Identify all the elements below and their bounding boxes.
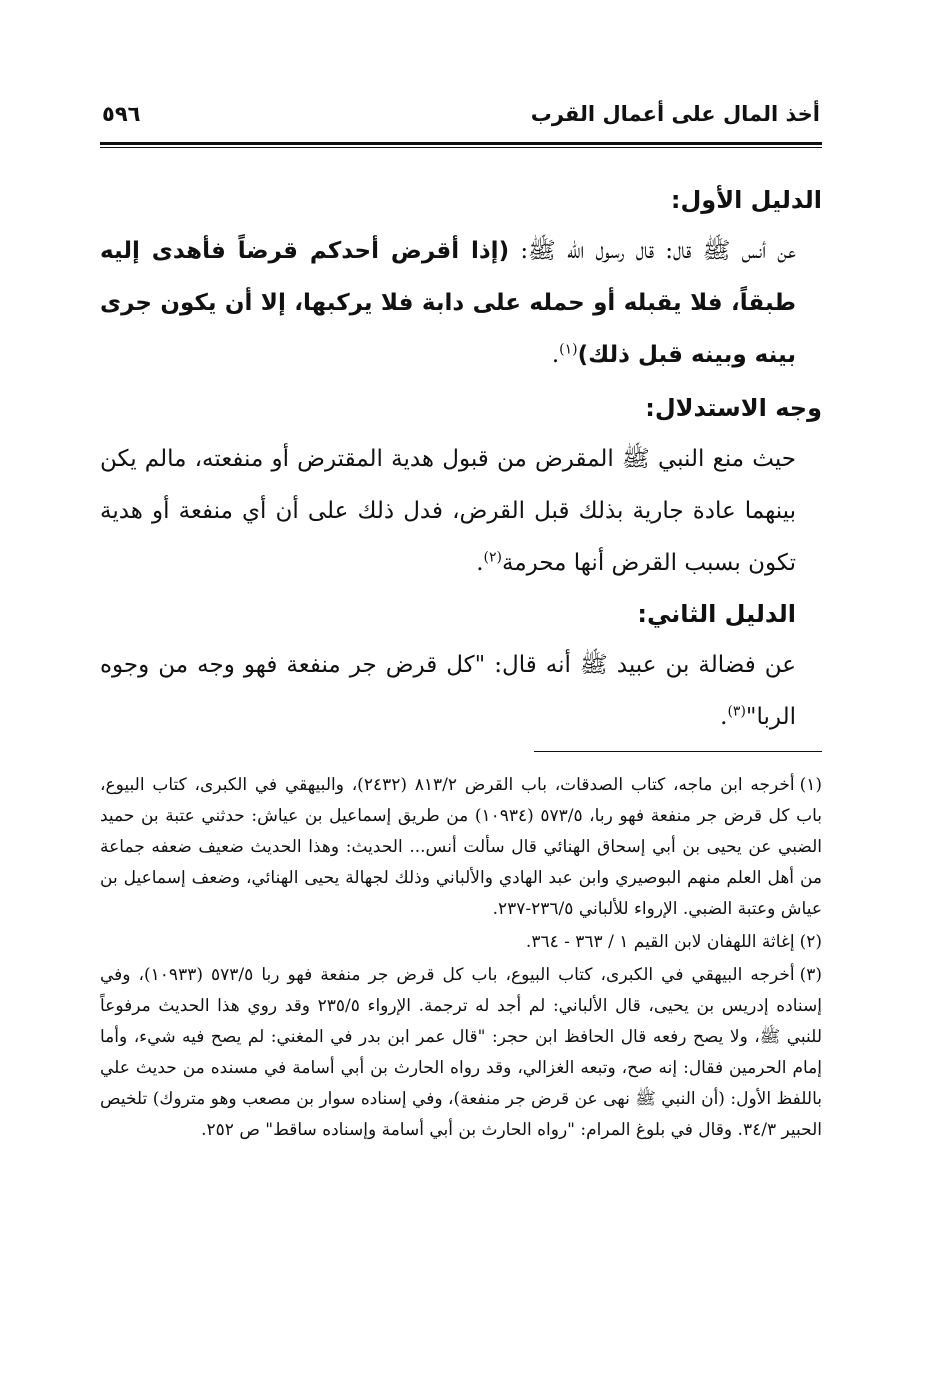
heading-first-evidence: الدليل الأول: xyxy=(670,186,822,214)
footnote-ref-2[interactable]: (٢) xyxy=(483,549,502,566)
header-rule-thin xyxy=(100,147,822,148)
footnote-ref-1[interactable]: (١) xyxy=(559,341,578,358)
footnotes xyxy=(100,770,822,1148)
footnote-separator xyxy=(534,751,822,752)
running-title: أخذ المال على أعمال القرب xyxy=(530,102,820,126)
second-evidence-paragraph: عن فضالة بن عبيد ﷺ أنه قال: "كل قرض جر منفعة فهو وجه من وجوه الربا"$^{(٣)}$. xyxy=(100,652,796,730)
footnote-1 xyxy=(100,770,822,925)
footnote-text: إغاثة اللهفان لابن القيم ١ / ٣٦٣ - ٣٦٤. xyxy=(525,932,795,952)
second-evidence-text: عن فضالة بن عبيد ﷺ أنه قال: "كل قرض جر منفعة فهو وجه من وجوه الربا" xyxy=(100,652,796,730)
footnote-number: (١) xyxy=(799,775,822,795)
footnote-3 xyxy=(100,960,822,1146)
first-evidence-hadith: (إذا أقرض أحدكم قرضاً فأهدى إليه طبقاً، فلا يقبله أو حمله على دابة فلا يركبها، إلا أن يكون جرى بينه وبينه قبل ذلك) xyxy=(100,238,796,368)
footnote-2 xyxy=(100,927,822,958)
heading-second-evidence: الدليل الثاني: xyxy=(637,600,796,628)
footnote-text: أخرجه البيهقي في الكبرى، كتاب البيوع، باب كل قرض جر منفعة فهو ربا ٥٧٣/٥ (١٠٩٣٣)، وفي إسناده إدريس بن يحيى، قال الألباني: لم أجد له ترجمة. الإرواء ٢٣٥/٥ وقد روي هذا الحديث مرفوعاً للنبي ﷺ، ولا يصح رفعه قال الحافظ ابن حجر: "قال عمر ابن بدر في المغني: لم يصح فيه شيء، وأما إمام الحرمين فقال: إنه صح، وتبعه الغزالي، وقد رواه الحارث بن أبي أسامة في مسنده من حديث علي باللفظ الأول: (أن النبي ﷺ نهى عن قرض جر منفعة)، وفي إسناده سوار بن مصعب وهو متروك) تلخيص الحبير ٣٤/٣. وقال في بلوغ المرام: "رواه الحارث بن أبي أسامة وإسناده ساقط" ص ٢٥٢. xyxy=(100,965,822,1140)
inference-paragraph: حيث منع النبي ﷺ المقرض من قبول هدية المقترض أو منفعته، مالم يكن بينهما عادة جارية بذلك قبل القرض، فدل ذلك على أن أي منفعة أو هدية تكون بسبب القرض أنها محرمة$^{(٢)}$. xyxy=(100,446,796,576)
heading-inference: وجه الاستدلال: xyxy=(645,394,822,422)
footnote-number: (٣) xyxy=(799,965,822,985)
inference-text: حيث منع النبي ﷺ المقرض من قبول هدية المقترض أو منفعته، مالم يكن بينهما عادة جارية بذلك قبل القرض، فدل ذلك على أن أي منفعة أو هدية تكون بسبب القرض أنها محرمة xyxy=(100,446,796,576)
header-rule xyxy=(100,142,822,145)
first-evidence-intro: عن أنس ﷺ قال: قال رسول الله ﷺ: xyxy=(520,238,797,264)
main-text xyxy=(100,175,822,743)
footnote-ref-3[interactable]: (٣) xyxy=(727,703,746,720)
page-header xyxy=(102,100,820,140)
page-number: ٥٩٦ xyxy=(102,102,141,126)
first-evidence-paragraph: عن أنس ﷺ قال: قال رسول الله ﷺ: (إذا أقرض أحدكم قرضاً فأهدى إليه طبقاً، فلا يقبله أو حمله على دابة فلا يركبها، إلا أن يكون جرى بينه وبينه قبل ذلك)$^{(١)}$. xyxy=(100,238,797,368)
footnote-text: أخرجه ابن ماجه، كتاب الصدقات، باب القرض ٨١٣/٢ (٢٤٣٢)، والبيهقي في الكبرى، كتاب البيوع، باب كل قرض جر منفعة فهو ربا، ٥٧٣/٥ (١٠٩٣٤) من طريق إسماعيل بن عياش: حدثني عتبة بن حميد الضبي عن يحيى بن أبي إسحاق الهنائي قال سألت أنس... الحديث: وهذا الحديث ضعيف ضعفه جماعة من أهل العلم منهم البوصيري وابن عبد الهادي والألباني وذلك لجهالة يحيى الهنائي، وضعف إسماعيل بن عياش وعتبة الضبي. الإرواء للألباني ٢٣٦/٥-٢٣٧. xyxy=(100,775,822,919)
footnote-number: (٢) xyxy=(799,932,822,952)
